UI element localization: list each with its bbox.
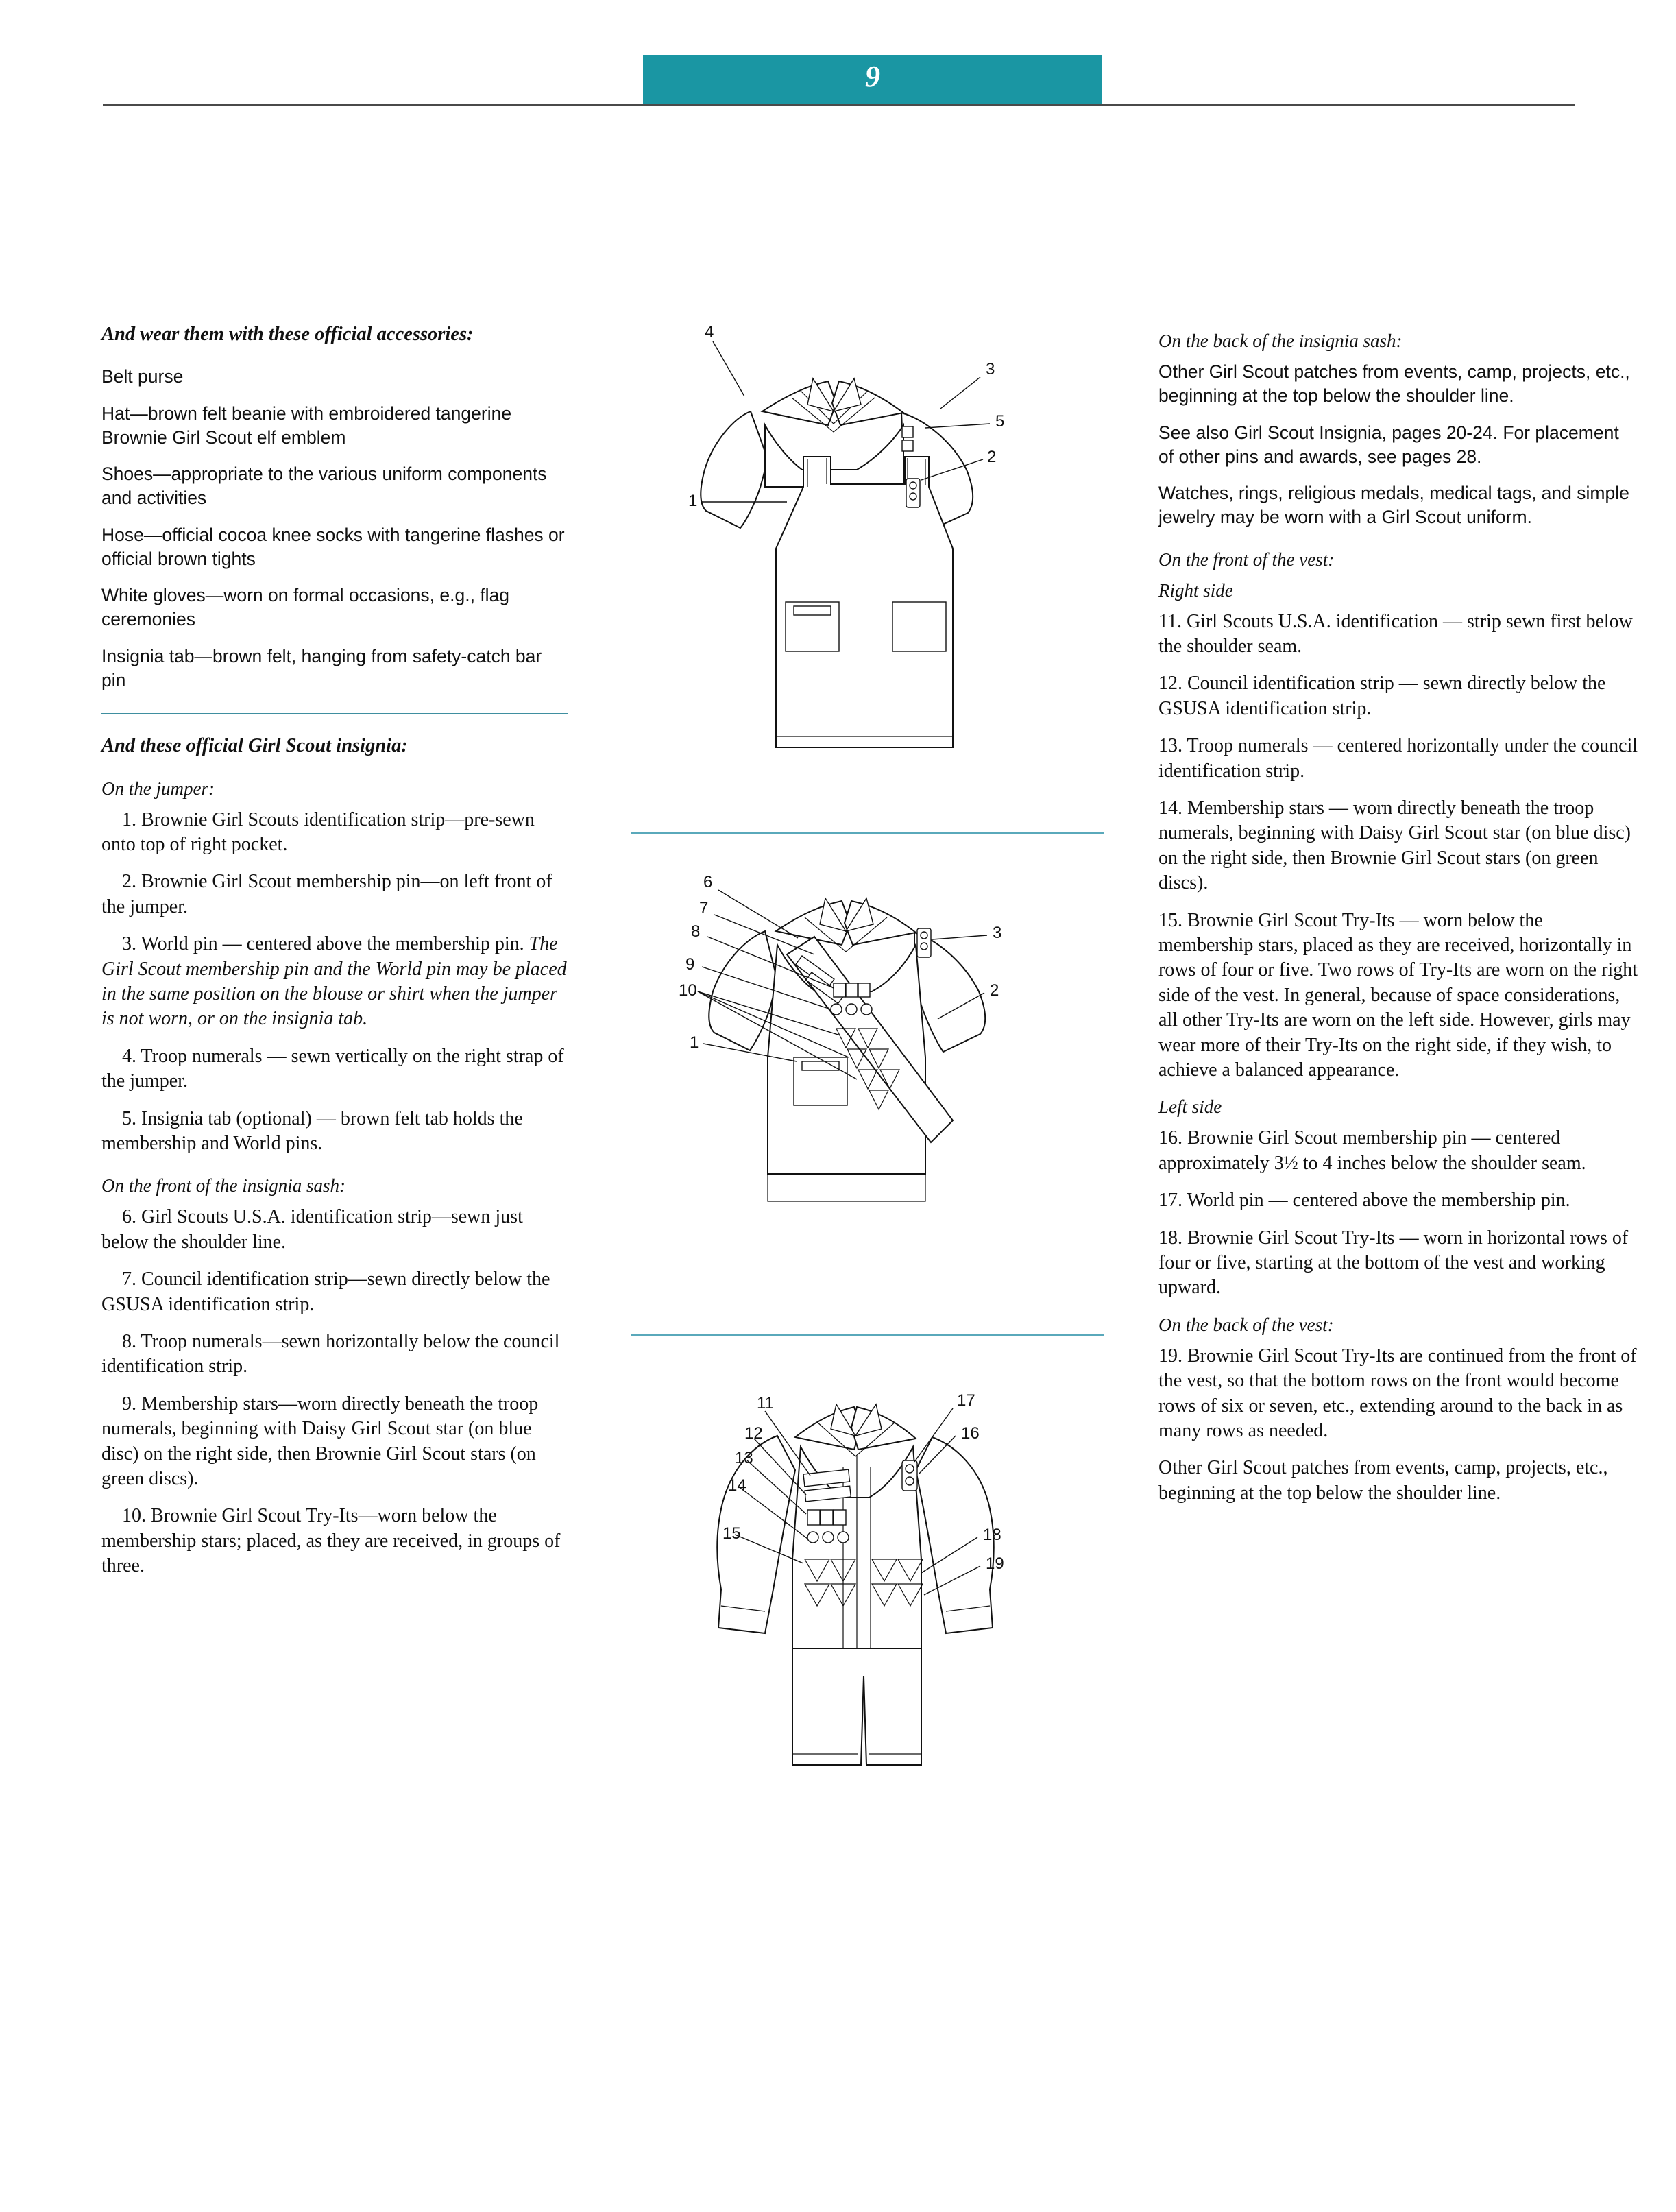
callout-9: 9 xyxy=(685,955,695,974)
jumper-item: 4. Troop numerals — sewn vertically on the right strap of the jumper. xyxy=(101,1045,564,1092)
vest-left-item: 18. Brownie Girl Scout Try-Its — worn in horizontal rows of four or five, starting at the bottom of the vest and working upward. xyxy=(1158,1227,1629,1299)
vest-back-item: 19. Brownie Girl Scout Try-Its are continued from the front of the vest, so that the bottom rows on the front would become rows of six or seven, etc., extending around to the back in as many rows as needed. xyxy=(1158,1345,1637,1442)
callout-10: 10 xyxy=(679,981,697,1000)
jumper-item: 1. Brownie Girl Scouts identification strip—pre-sewn onto top of right pocket. xyxy=(101,808,535,855)
callout-2: 2 xyxy=(987,448,997,466)
jumper-item-3-lead: 3. World pin — centered above the membership pin. xyxy=(122,933,529,955)
callout-1: 1 xyxy=(690,1033,699,1052)
sash-item: 6. Girl Scouts U.S.A. identification strip—sewn just below the shoulder line. xyxy=(101,1206,523,1253)
jumper-item-3 xyxy=(101,932,568,1032)
sash-back-item: Other Girl Scout patches from events, camp, projects, etc., beginning at the top below the shoulder line. xyxy=(1158,361,1630,407)
accessory-item: Insignia tab—brown felt, hanging from safety-catch bar pin xyxy=(101,645,542,690)
vest-right-item: 11. Girl Scouts U.S.A. identification — strip sewn first below the shoulder seam. xyxy=(1158,610,1633,658)
vest-left-item: 17. World pin — centered above the membership pin. xyxy=(1158,1190,1570,1212)
callout-5: 5 xyxy=(995,412,1005,431)
callout-13: 13 xyxy=(735,1449,753,1467)
sash-front-subhead: On the front of the insignia sash: xyxy=(101,1175,345,1197)
vest-back-item: Other Girl Scout patches from events, camp, projects, etc., beginning at the top below the shoulder line. xyxy=(1158,1457,1608,1504)
callout-6: 6 xyxy=(703,873,713,891)
callout-15: 15 xyxy=(722,1524,741,1543)
sash-item: 9. Membership stars—worn directly beneath the troop numerals, beginning with Daisy Girl Scout star (on blue disc) on the right side, then Brownie Girl Scout stars (on green discs). xyxy=(101,1393,539,1489)
header-rule xyxy=(103,104,1575,106)
sash-back-item: Watches, rings, religious medals, medical tags, and simple jewelry may be worn with a Girl Scout uniform. xyxy=(1158,483,1629,528)
sash-back-item: See also Girl Scout Insignia, pages 20-24. For placement of other pins and awards, see pages 28. xyxy=(1158,422,1619,467)
left-side-subhead: Left side xyxy=(1158,1096,1222,1118)
callout-7: 7 xyxy=(699,899,709,917)
callout-11: 11 xyxy=(757,1394,774,1412)
jumper-item: 5. Insignia tab (optional) — brown felt tab holds the membership and World pins. xyxy=(101,1107,523,1154)
vest-left-item: 16. Brownie Girl Scout membership pin — centered approximately 3½ to 4 inches below the shoulder seam. xyxy=(1158,1127,1586,1174)
sash-item: 10. Brownie Girl Scout Try-Its—worn below the membership stars; placed, as they are received, in groups of three. xyxy=(101,1505,561,1577)
left-text-column xyxy=(101,322,568,1591)
sash-figure xyxy=(631,852,1104,1318)
right-text-column xyxy=(1158,322,1638,1518)
section-divider xyxy=(101,713,568,714)
sash-item: 8. Troop numerals—sewn horizontally below the council identification strip. xyxy=(101,1330,560,1378)
figure-divider xyxy=(631,1334,1104,1336)
callout-1: 1 xyxy=(688,492,698,510)
callout-4: 4 xyxy=(705,323,714,341)
callout-3: 3 xyxy=(986,360,995,378)
insignia-heading: And these official Girl Scout insignia: xyxy=(101,735,408,757)
accessories-heading: And wear them with these official accessories: xyxy=(101,324,474,345)
jumper-item: 2. Brownie Girl Scout membership pin—on left front of the jumper. xyxy=(101,871,552,917)
jumper-figure xyxy=(631,322,1104,816)
callout-17: 17 xyxy=(957,1391,975,1410)
vest-right-item: 14. Membership stars — worn directly beneath the troop numerals, beginning with Daisy Girl Scout star (on blue disc) on the right side, then Brownie Girl Scout stars (on green discs). xyxy=(1158,797,1631,894)
accessory-item: Belt purse xyxy=(101,366,184,387)
callout-19: 19 xyxy=(986,1554,1004,1573)
vest-figure xyxy=(631,1354,1104,1792)
figure-divider xyxy=(631,832,1104,834)
vest-front-subhead: On the front of the vest: xyxy=(1158,549,1335,570)
sash-back-subhead: On the back of the insignia sash: xyxy=(1158,330,1402,351)
vest-right-item: 15. Brownie Girl Scout Try-Its — worn below the membership stars, placed as they are received, horizontally in rows of four or five. Two rows of Try-Its are worn on the right side of the vest. In general, because of space considerations, all other Try-Its are worn on the left side. However, girls may wear more of their Try-Its on the right side, if they wish, to achieve a balanced appearance. xyxy=(1158,909,1638,1081)
brownie-vest-illustration xyxy=(631,1354,1104,1792)
accessory-item: Hat—brown felt beanie with embroidered tangerine Brownie Girl Scout elf emblem xyxy=(101,402,512,448)
right-side-subhead: Right side xyxy=(1158,579,1233,601)
callout-3: 3 xyxy=(993,924,1002,942)
vest-right-item: 13. Troop numerals — centered horizontally under the council identification strip. xyxy=(1158,735,1638,782)
brownie-jumper-illustration xyxy=(631,322,1104,816)
page-number: 9 xyxy=(865,60,880,93)
page-header xyxy=(0,0,1676,123)
accessory-item: Shoes—appropriate to the various uniform components and activities xyxy=(101,464,547,509)
illustration-column xyxy=(631,322,1104,1792)
jumper-item-3-note: The Girl Scout membership pin and the World pin may be placed in the same position on the blouse or shirt when the jumper is not worn, or on the insignia tab. xyxy=(101,933,567,1030)
insignia-sash-illustration xyxy=(631,852,1104,1318)
vest-right-item: 12. Council identification strip — sewn directly below the GSUSA identification strip. xyxy=(1158,673,1606,719)
vest-back-subhead: On the back of the vest: xyxy=(1158,1314,1334,1335)
callout-14: 14 xyxy=(728,1476,746,1495)
callout-18: 18 xyxy=(983,1526,1001,1544)
accessory-item: Hose—official cocoa knee socks with tangerine flashes or official brown tights xyxy=(101,524,565,569)
accessory-item: White gloves—worn on formal occasions, e.g., flag ceremonies xyxy=(101,585,510,630)
callout-12: 12 xyxy=(744,1424,763,1443)
jumper-subhead: On the jumper: xyxy=(101,778,215,799)
callout-2: 2 xyxy=(990,981,999,1000)
callout-8: 8 xyxy=(691,922,701,941)
sash-item: 7. Council identification strip—sewn directly below the GSUSA identification strip. xyxy=(101,1269,550,1315)
callout-16: 16 xyxy=(961,1424,980,1443)
